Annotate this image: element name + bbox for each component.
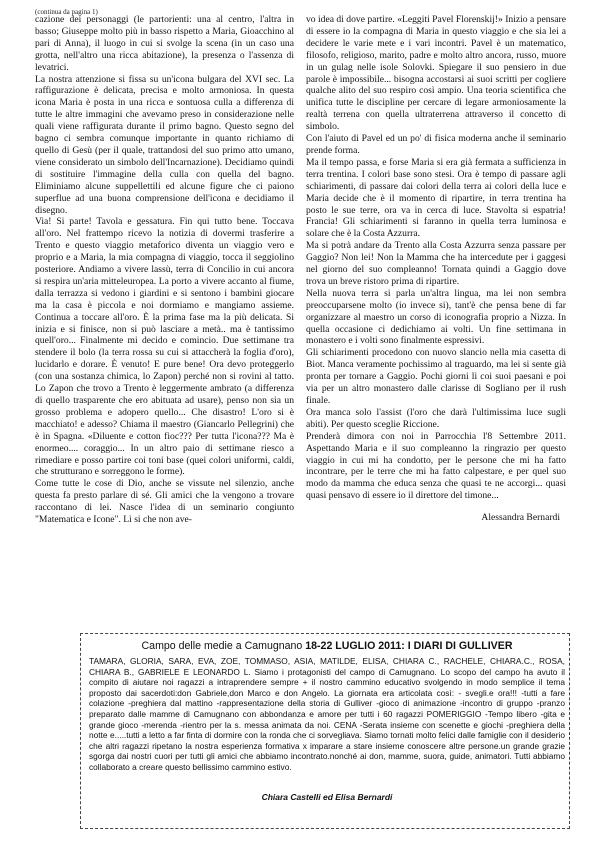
article-signature: Alessandra Bernardi [481,512,560,524]
article-right-column [306,14,566,524]
camp-diary-signature: Chiara Castelli ed Elisa Bernardi [261,792,393,802]
article-paragraph: cazione dei personaggi (le partorienti: una al centro, l'altra in basso; Giuseppe molto più in basso rispetto a Maria, Gioacchino al pari di Anna), il luogo in cui si svolge la scena (in un caso una grotta, nell'altro una ricca abitazione), la presenza o l'assenza di levatrici. [35,14,294,73]
article-paragraph: Ora manca solo l'assist (l'oro che darà l'ultimissima luce sugli abiti). Per questo sceglie Riccione. [306,406,566,430]
article-paragraph: Gli schiarimenti procedono con nuovo slancio nella mia casetta di Biot. Manca veramente pochissimo al traguardo, ma lei si sente già pronta per tornare a Gaggio. Pochi giorni lì coi suoi paesani e poi via per un altro monastero dalle clarisse di Sogliano per il rush finale. [306,347,566,406]
article-paragraph: Nella nuova terra si parla un'altra lingua, ma lei non sembra preoccuparsene molto (io invece si), tant'è che pensa bene di far organizzare al maestro un corso di iconografia proprio a Nizza. In quella occasione ci dedichiamo ai volti. Un fine settimana in monastero e i volti sono finalmente espressivi. [306,287,566,347]
camp-title-main: 18-22 LUGLIO 2011: I DIARI DI GULLIVER [305,640,513,652]
article-left-column [35,14,294,526]
article-paragraph: vo idea di dove partire. «Leggiti Pavel Florenskij!» Inizio a pensare di essere io la compagna di Maria in questo viaggio e che sia lei a decidere le varie mete e i vari incontri. Pavel è un matematico, filosofo, religioso, marito, padre e molto altro ancora, russo, muore in un gulag nelle isole Solovki. Spiegare il suo pensiero in due parole è impossibile... bisogna accostarsi ai suoi scritti per cogliere qualche alito del suo respiro così ampio. Una teoria scientifica che unifica tutte le discipline per cercare di legare armoniosamente la realtà terrena con quella ultraterrena attraverso il concetto di simbolo. [306,14,566,133]
camp-diary-body [89,656,565,773]
continuation-note: (continua da pagina 1) [35,8,98,16]
article-paragraph: Ma il tempo passa, e forse Maria si era già fermata a sufficienza in terra trentina. I colori base sono stesi. Ora è tempo di passare agli schiarimenti, di passare dai colori della terra ai colori della luce e Maria decide che è il momento di ripartire, in terra trentina ha posto le sue terre, ora va in cerca di luce. Stavolta si espatria! Francia! Gli schiarimenti si faranno in quella terra luminosa e solare che è la Costa Azzurra. [306,156,566,240]
camp-diary-text: TAMARA, GLORIA, SARA, EVA, ZOE, TOMMASO, ASIA, MATILDE, ELISA, CHIARA C., RACHELE, CHIARA.C., ROSA, CHIARA B., GABRIELE E LEONARDO L. Siamo i protagonisti del campo di Camugnano. Lo scopo del campo ha avuto il compito di aiutare noi ragazzi a intraprendere sempre + il nostro cammino educativo svolgendo in modo semplice il tema proposto dai sacerdoti:don Gabriele,don Marco e don Angelo. La giornata era articolata così: - svegli.e ora!!! -tutti a fare colazione -preghiera dal mattino -rappresentazione della storia di Gulliver -gioco di animazione -incontro di gruppo -pranzo preparato dalle mamme di Camugnano con abbondanza e amore per tutti i 60 ragazzi POMERIGGIO -Tempo libero -gita e grande gioco -merenda -rientro per la s. messa animata da noi. CENA -Serata insieme con scenette e giochi -preghiera della notte e.....tutti a letto a far finta di dormire con la ronda che ci sorvegliava. Siamo tornati molto felici dalle famiglie con il desiderio che altri ragazzi ripetano la nostra esperienza formativa x imparare a stare insieme conoscere altre persone.un grande grazie sgorga dai nostri cuori per tutti gli amici che abbiamo incontrato.nonché ai don, mamme, suora, guide, animatori. Tutti abbiamo collaborato a creare questo bellissimo cammino estivo. [89,656,565,772]
article-paragraph: Prenderà dimora con noi in Parrocchia l'8 Settembre 2011. Aspettando Maria e il suo compleanno la ringrazio per questo viaggio in cui mi ha condotto, per le persone che mi ha fatto incontrare, per le terre che mi ha fatto calpestare, e per quel suo modo da mamma che educa senza che quasi te ne accorgi... quasi quasi pensavo di essere io il direttore del timone... [306,430,566,502]
article-paragraph: Ma si potrà andare da Trento alla Costa Azzurra senza passare per Gaggio? Non lei! Non la Mamma che ha intercedute per i gaggesi nel giorno del suo compleanno! Tornata quindi a Gaggio dove trova un breve ristoro prima di ripartire. [306,240,566,287]
article-paragraph: La nostra attenzione si fissa su un'icona bulgara del XVI sec. La raffigurazione è delicata, precisa e molto armoniosa. In questa icona Maria è posta in una ricca e sontuosa culla a differenza di tutte le altre immagini che avevamo preso in considerazione nelle quali viene raffigurata durante il primo bagno. Questo segno del bagno ci sembra comunque importante in quanto richiamo di quello di Gesù (per il quale, trattandosi del suo primo atto umano, viene considerato un simbolo dell'Incarnazione). Decidiamo quindi di sostituire l'immagine della culla con quella del bagno. Eliminiamo alcune suppellettili ed alcune figure che ci paiono superflue ad una buona comprensione dell'icona e decidiamo il disegno. [35,73,294,216]
article-paragraph: Come tutte le cose di Dio, anche se vissute nel silenzio, anche questa fa presto parlare di sé. Gli amici che la vengono a trovare raccontano di lei. Nasce l'idea di un seminario congiunto "Matematica e Icone". Lì si che non ave- [35,478,294,526]
article-paragraph: Con l'aiuto di Pavel ed un po' di fisica moderna anche il seminario prende forma. [306,133,566,156]
camp-title-prefix: Campo delle medie a Camugnano [141,640,306,652]
article-paragraph: Via! Si parte! Tavola e gessatura. Fin qui tutto bene. Toccava all'oro. Nel frattempo ricevo la notizia di dovermi trasferire a Trento e questo viaggio metaforico diventa un viaggio vero e proprio e a Maria, la mia compagna di viaggio, tocca il seggiolino posteriore. Andiamo a vivere lassù, terra di Concilio in cui ancora si respira un'aria mitteleuropea. La porto a vivere accanto al fiume, dalla terrazza si vedono i giardini e si sentono i bambini giocare ma la casa è piccola e noi dormiamo e mangiamo assieme. Continua a toccare all'oro. È la prima fase ma la più delicata. Si inizia e si finisce, non si può lasciare a metà.. ma è tantissimo quell'oro... Finalmente mi decido e comincio. Due settimane tra stendere il bolo (la terra rossa su cui si attaccherà la foglia d'oro), lucidarlo e dorare. È venuto! E pure bene! Ora devo proteggerlo (con una sostanza chimica, lo Zapon) perché non si rovini al tatto. Lo Zapon che trovo a Trento è leggermente ambrato (a differenza di quello trasparente che ero abituata ad usare), penso non sia un grosso problema e adopero quello... Che disastro! L'oro si è macchiato! e adesso? Chiama il maestro (Giancarlo Pellegrini) che è in Spagna. «Diluente e cotton fioc??? Per tutta l'icona??? Ma è enormeo.... coraggio... In un altro paio di settimane riesco a rimediare e posso partire coi toni base (quei colori uniformi, caldi, che strutturano e sorreggono le forme). [35,216,294,478]
camp-diary-title [89,640,565,652]
